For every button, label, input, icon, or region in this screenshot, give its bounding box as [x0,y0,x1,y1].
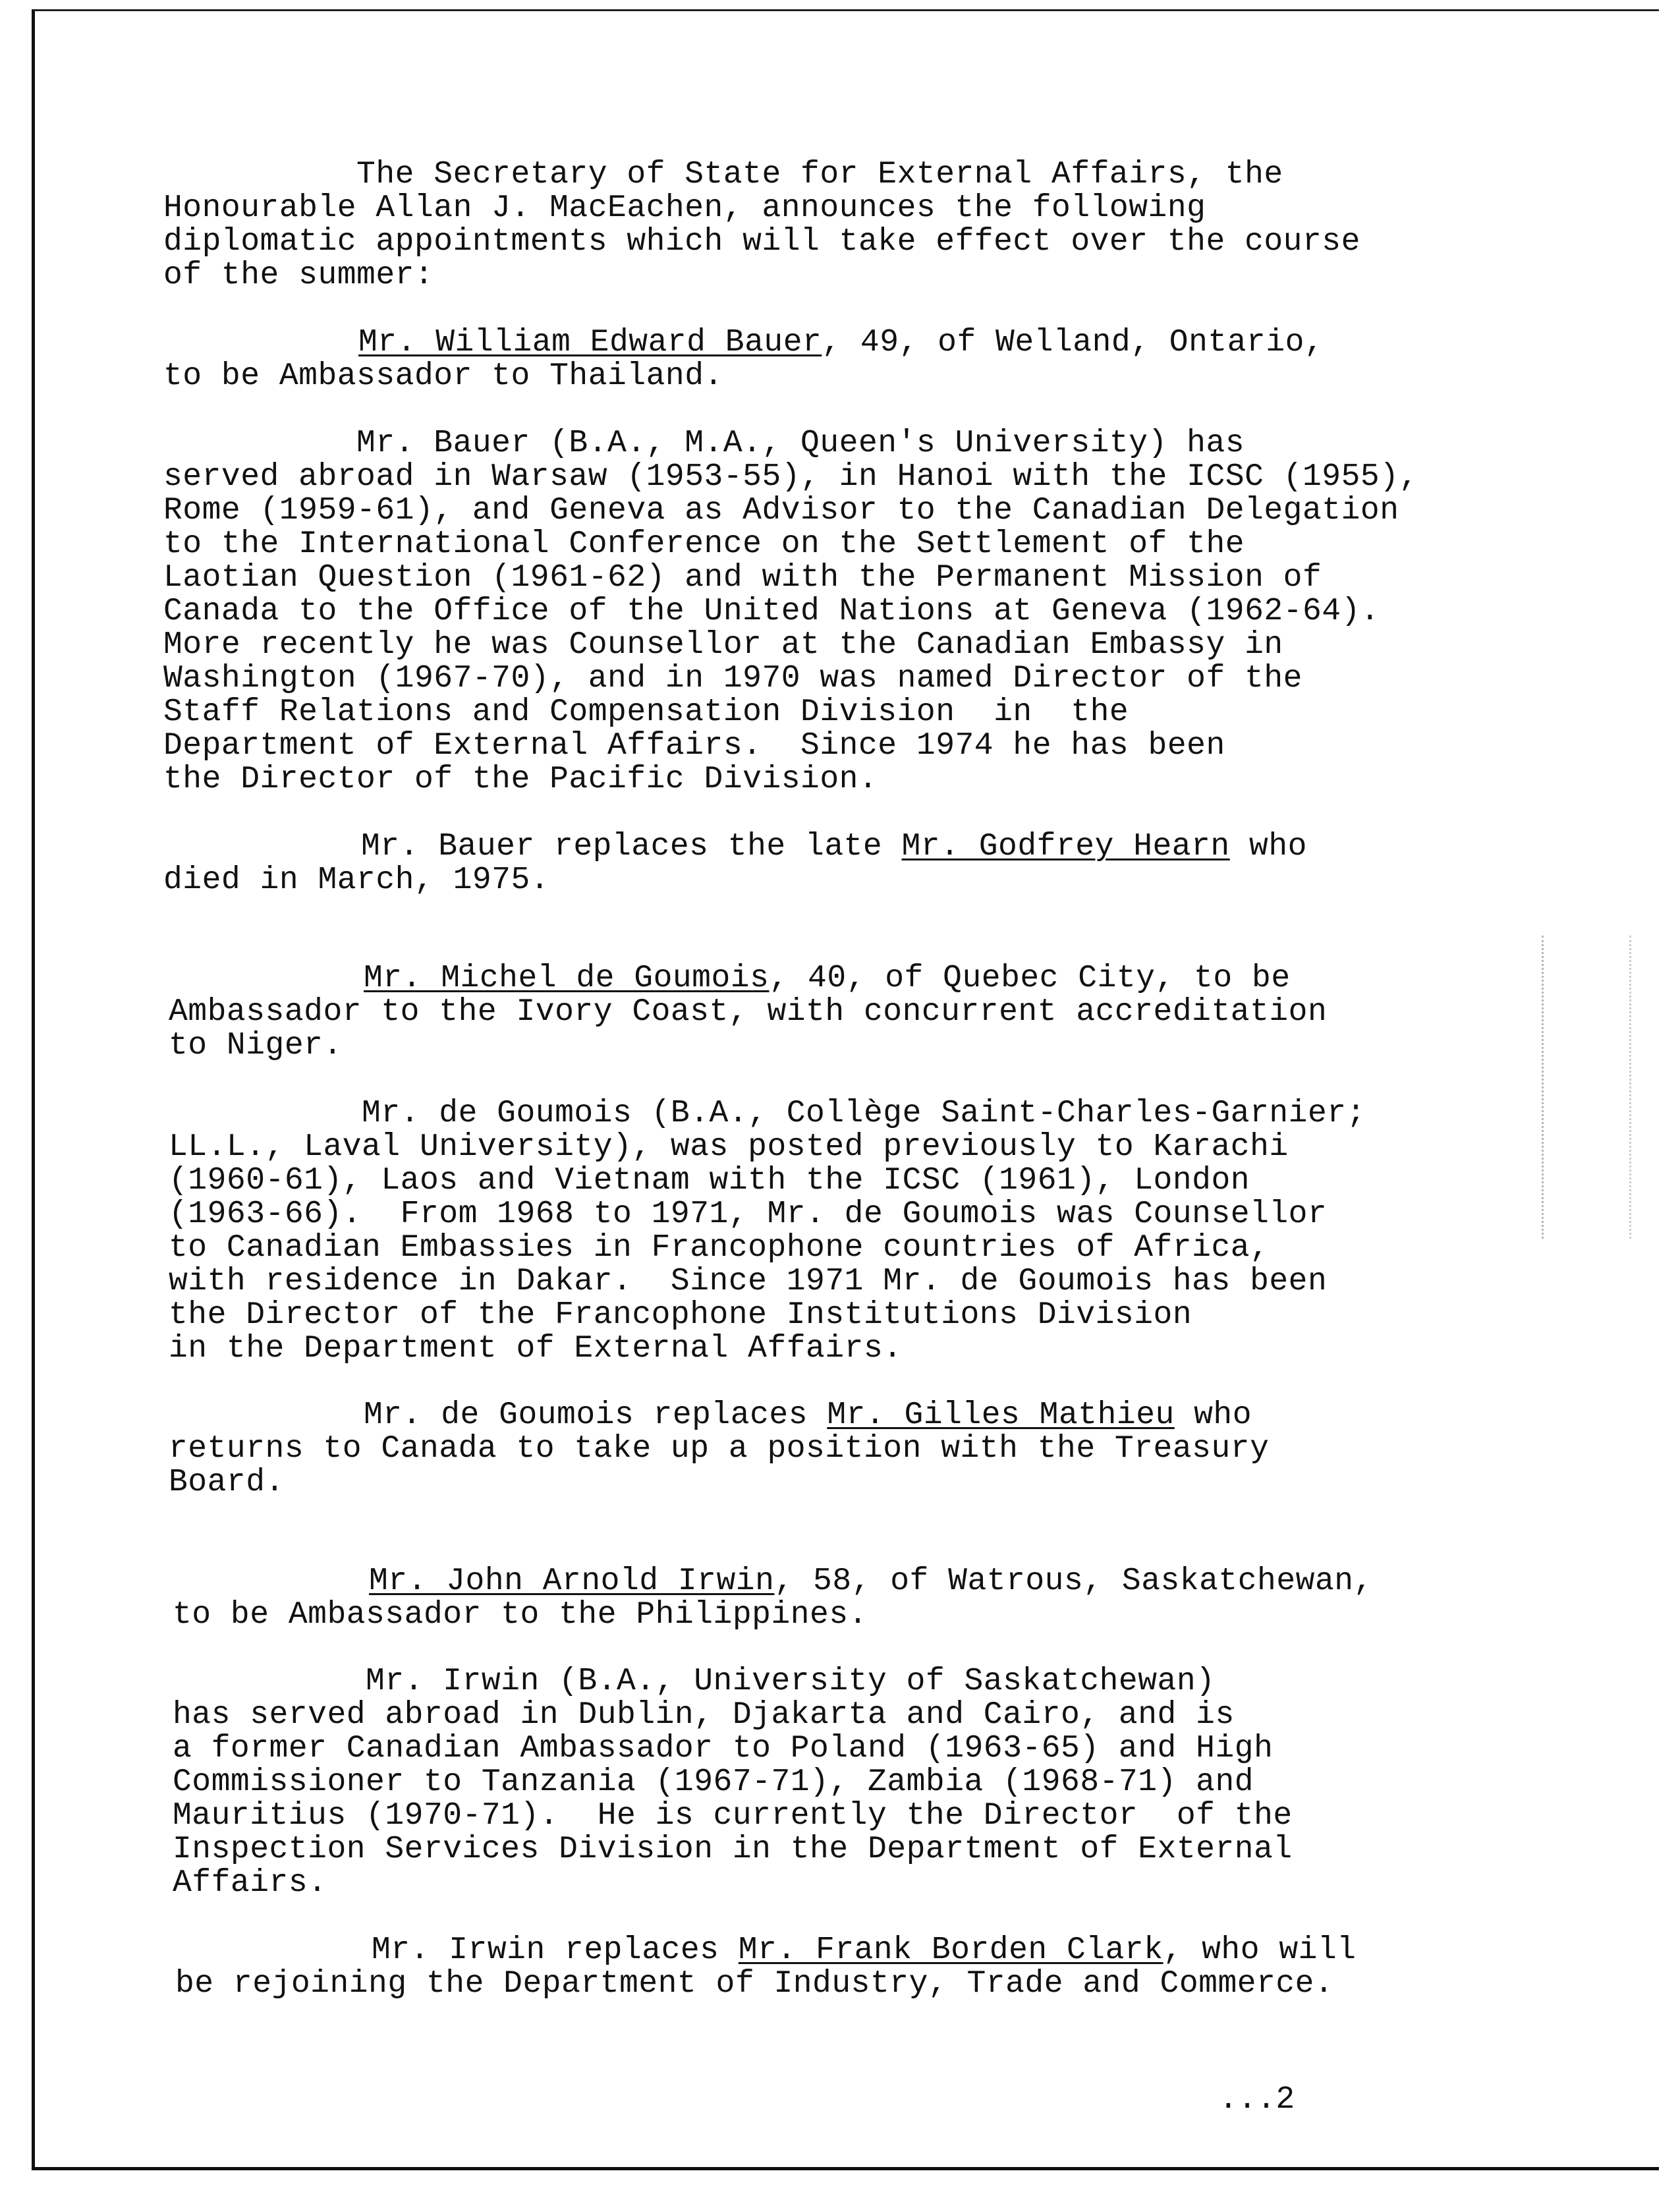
replacement-text: who [1229,829,1307,864]
bio-line: Commissioner to Tanzania (1967-71), Zambia (1968-71) and [173,1764,1254,1800]
bio-line: to the International Conference on the Settlement of the [163,526,1245,562]
page-number: ...2 [1219,2082,1295,2118]
bio-line: Inspection Services Division in the Department of External [173,1832,1293,1867]
bio-line: Staff Relations and Compensation Division in the [163,694,1129,730]
replacement-text: Mr. Bauer replaces the late [361,829,902,864]
intro-line: The Secretary of State for External Affairs, the [163,157,1283,192]
appointment-post: to Niger. [169,1028,343,1063]
bio-line: in the Department of External Affairs. [169,1331,903,1366]
appointment-heading [369,1565,1373,1598]
bio-line: (1960-61), Laos and Vietnam with the ICSC (1961), London [169,1163,1250,1198]
bio-line: Laotian Question (1961-62) and with the Permanent Mission of [163,560,1322,596]
bio-line: Affairs. [173,1865,327,1901]
bio-line: Mr. Bauer (B.A., M.A., Queen's University) has [163,426,1245,461]
replaced-name: Mr. Frank Borden Clark [738,1932,1163,1968]
bio-line: Canada to the Office of the United Nations at Geneva (1962-64). [163,594,1380,629]
bio-line: Mauritius (1970-71). He is currently the Director of the [173,1798,1293,1834]
appointment-heading [358,326,1324,360]
appointment-post: to be Ambassador to the Philippines. [173,1597,868,1633]
appointment-heading [364,962,1291,996]
bio-line: Department of External Affairs. Since 1974 he has been [163,728,1225,764]
margin-marks [1542,936,1631,1239]
bio-line: the Director of the Pacific Division. [163,762,878,797]
bio-line: a former Canadian Ambassador to Poland (1963-65) and High [173,1731,1274,1766]
replacement-line: returns to Canada to take up a position with the Treasury [169,1431,1270,1467]
bio-line: Mr. Irwin (B.A., University of Saskatchewan) [173,1664,1216,1699]
bio-line: to Canadian Embassies in Francophone countries of Africa, [169,1230,1270,1266]
replacement-text: Mr. Irwin replaces [372,1932,739,1968]
replaced-name: Mr. Godfrey Hearn [901,829,1230,864]
appointee-name: Mr. William Edward Bauer [358,325,822,360]
replacement-line [372,1934,1357,1967]
bio-line: Washington (1967-70), and in 1970 was named Director of the [163,661,1302,696]
bio-line: Mr. de Goumois (B.A., Collège Saint-Charles-Garnier; [169,1096,1366,1131]
appointee-name: Mr. John Arnold Irwin [369,1563,775,1599]
replacement-text: who [1174,1397,1252,1433]
appointee-name: Mr. Michel de Goumois [364,961,770,996]
replacement-line: died in March, 1975. [163,862,550,898]
replacement-line: Board. [169,1465,285,1500]
replacement-text: Mr. de Goumois replaces [364,1397,827,1433]
intro-line: of the summer: [163,258,434,293]
replacement-line [364,1399,1252,1432]
bio-line: the Director of the Francophone Institutions Division [169,1297,1192,1333]
bio-line: served abroad in Warsaw (1953-55), in Hanoi with the ICSC (1955), [163,459,1418,495]
bio-line: LL.L., Laval University), was posted previously to Karachi [169,1129,1289,1165]
bio-line: with residence in Dakar. Since 1971 Mr. de Goumois has been [169,1264,1328,1299]
replacement-text: , who will [1163,1932,1357,1968]
intro-line: Honourable Allan J. MacEachen, announces the following [163,190,1206,226]
bio-line: has served abroad in Dublin, Djakarta and Cairo, and is [173,1697,1235,1733]
bio-line: Rome (1959-61), and Geneva as Advisor to the Canadian Delegation [163,493,1399,528]
appointee-details: , 49, of Welland, Ontario, [822,325,1324,360]
replacement-line: be rejoining the Department of Industry, Trade and Commerce. [175,1966,1334,2002]
appointment-post: to be Ambassador to Thailand. [163,358,723,394]
bio-line: (1963-66). From 1968 to 1971, Mr. de Goumois was Counsellor [169,1197,1328,1232]
replaced-name: Mr. Gilles Mathieu [827,1397,1175,1433]
intro-line: diplomatic appointments which will take effect over the course [163,224,1360,260]
replacement-line [361,830,1307,864]
bio-line: More recently he was Counsellor at the Canadian Embassy in [163,627,1283,663]
appointment-post: Ambassador to the Ivory Coast, with concurrent accreditation [169,994,1328,1030]
appointee-details: , 40, of Quebec City, to be [769,961,1291,996]
appointee-details: , 58, of Watrous, Saskatchewan, [774,1563,1373,1599]
